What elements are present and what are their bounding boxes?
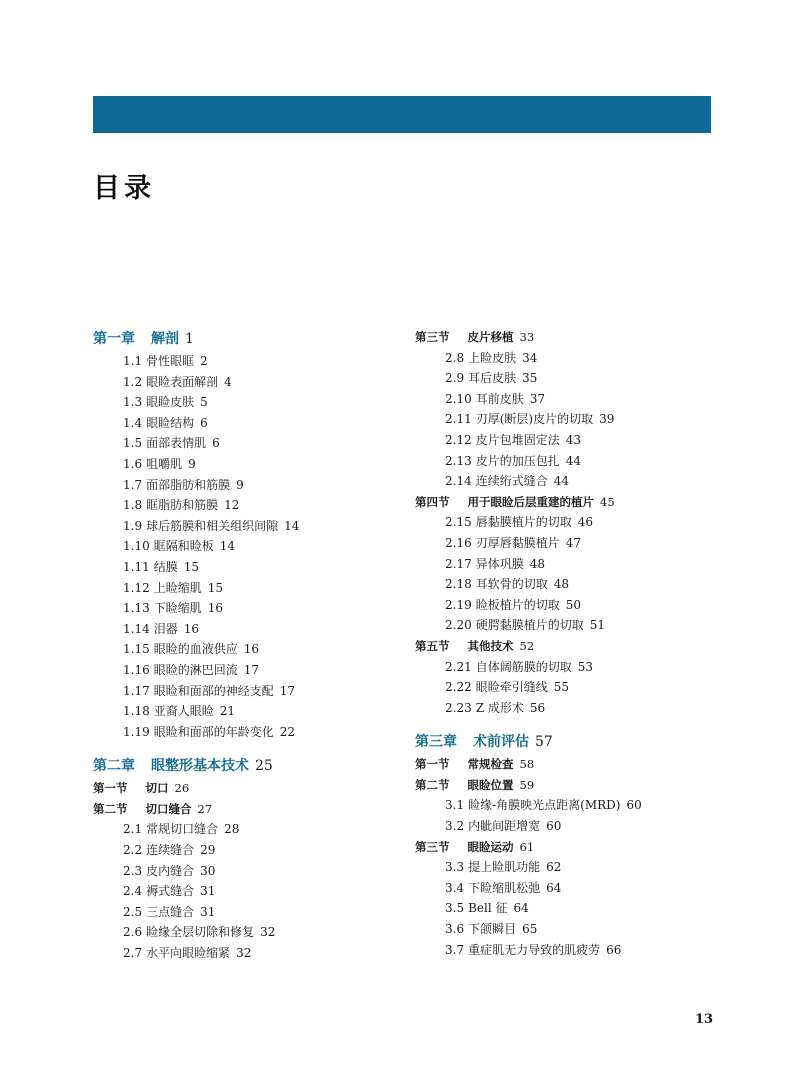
entry-title: 眼整形基本技术 <box>151 758 249 775</box>
entry-number: 1.7 <box>123 477 143 492</box>
entry-title: 下睑缩肌松弛 <box>468 880 541 895</box>
toc-section[interactable] <box>415 837 715 858</box>
entry-title: 水平向眼睑缩紧 <box>146 946 231 961</box>
entry-number: 第一节 <box>415 757 450 772</box>
entry-page: 32 <box>236 946 252 961</box>
toc-section[interactable] <box>415 775 715 796</box>
entry-title: 常规切口缝合 <box>146 822 219 837</box>
toc-item[interactable] <box>93 660 393 681</box>
entry-page: 6 <box>212 436 220 451</box>
page-number: 13 <box>695 1012 714 1027</box>
toc-item[interactable] <box>93 701 393 722</box>
entry-number: 1.4 <box>123 415 143 430</box>
toc-item[interactable] <box>93 351 393 372</box>
entry-title: 提上睑肌功能 <box>468 860 541 875</box>
entry-page: 5 <box>200 395 208 410</box>
entry-number: 1.10 <box>123 539 150 554</box>
page-title: 目录 <box>93 173 155 204</box>
entry-number: 1.13 <box>123 601 150 616</box>
toc-item[interactable] <box>415 857 715 878</box>
toc-item[interactable] <box>415 657 715 678</box>
toc-item[interactable] <box>93 861 393 882</box>
entry-page: 31 <box>200 904 216 919</box>
toc-item[interactable] <box>415 533 715 554</box>
toc-item[interactable] <box>93 392 393 413</box>
entry-page: 29 <box>200 843 216 858</box>
toc-item[interactable] <box>415 348 715 369</box>
entry-number: 2.19 <box>445 597 472 612</box>
entry-title: 硬腭黏膜植片的切取 <box>475 618 584 633</box>
toc-item[interactable] <box>93 902 393 923</box>
entry-page: 16 <box>243 642 260 657</box>
entry-page: 14 <box>284 518 300 533</box>
toc-item[interactable] <box>93 372 393 393</box>
toc-column-left <box>93 327 393 964</box>
entry-page: 47 <box>565 535 582 550</box>
entry-page: 53 <box>577 659 594 674</box>
toc-item[interactable] <box>415 451 715 472</box>
entry-page: 55 <box>553 680 570 695</box>
toc-column-right <box>415 327 715 960</box>
entry-number: 第二章 <box>93 758 135 775</box>
toc-item[interactable] <box>415 389 715 410</box>
toc-section[interactable] <box>415 327 715 348</box>
toc-item[interactable] <box>415 430 715 451</box>
entry-page: 48 <box>529 556 546 571</box>
entry-number: 2.16 <box>445 535 472 550</box>
toc-item[interactable] <box>415 409 715 430</box>
entry-page: 44 <box>553 474 570 489</box>
entry-title: 眼睑的血液供应 <box>153 642 238 657</box>
entry-page: 21 <box>219 704 236 719</box>
entry-title: 睑缘全层切除和修复 <box>146 925 255 940</box>
entry-page: 60 <box>626 798 642 813</box>
toc-item[interactable] <box>415 919 715 940</box>
entry-title: 耳软骨的切取 <box>475 577 548 592</box>
entry-number: 1.15 <box>123 642 150 657</box>
entry-number: 2.23 <box>445 700 472 715</box>
entry-title: 异体巩膜 <box>475 556 524 571</box>
entry-title: 眼睑结构 <box>146 415 195 430</box>
entry-title: 结膜 <box>153 559 178 574</box>
entry-page: 43 <box>565 432 582 447</box>
toc-item[interactable] <box>93 516 393 537</box>
entry-number: 2.6 <box>123 925 143 940</box>
entry-number: 1.19 <box>123 724 150 739</box>
entry-page: 56 <box>529 700 546 715</box>
entry-title: 其他技术 <box>467 638 514 653</box>
entry-page: 64 <box>513 901 529 916</box>
entry-title: 面部表情肌 <box>146 436 207 451</box>
toc-item[interactable] <box>93 819 393 840</box>
entry-page: 62 <box>546 860 562 875</box>
entry-page: 22 <box>279 724 296 739</box>
entry-title: 咀嚼肌 <box>146 456 183 471</box>
toc-item[interactable] <box>415 878 715 899</box>
entry-title: 解剖 <box>151 331 179 347</box>
entry-number: 2.1 <box>123 822 143 837</box>
entry-page: 51 <box>589 618 606 633</box>
toc-item[interactable] <box>415 698 715 719</box>
entry-title: 眼睑位置 <box>467 777 514 792</box>
toc-item[interactable] <box>93 881 393 902</box>
entry-page: 6 <box>200 415 208 430</box>
entry-page: 48 <box>553 577 570 592</box>
entry-number: 2.3 <box>123 863 143 878</box>
entry-number: 2.20 <box>445 618 472 633</box>
entry-number: 第五节 <box>415 638 450 653</box>
entry-number: 2.12 <box>445 432 472 447</box>
toc-item[interactable] <box>415 554 715 575</box>
entry-page: 9 <box>236 477 244 492</box>
toc-item[interactable] <box>415 615 715 636</box>
entry-title: 耳前皮肤 <box>475 391 524 406</box>
header-color-bar <box>93 96 711 133</box>
entry-number: 1.17 <box>123 683 150 698</box>
toc-item[interactable] <box>93 536 393 557</box>
entry-number: 1.3 <box>123 395 143 410</box>
entry-number: 2.10 <box>445 391 472 406</box>
toc-item[interactable] <box>93 639 393 660</box>
entry-page: 26 <box>174 781 190 796</box>
entry-number: 3.2 <box>445 819 465 834</box>
entry-page: 60 <box>546 819 562 834</box>
toc-section[interactable] <box>93 778 393 799</box>
entry-page: 46 <box>577 515 594 530</box>
toc-chapter[interactable] <box>93 327 393 351</box>
entry-page: 17 <box>279 683 296 698</box>
entry-title: 皮片移植 <box>467 330 514 344</box>
entry-page: 34 <box>522 350 538 365</box>
entry-page: 57 <box>535 734 553 751</box>
entry-page: 52 <box>519 638 535 653</box>
entry-title: 重症肌无力导致的肌疲劳 <box>468 942 601 957</box>
entry-title: 眼睑表面解剖 <box>146 374 219 389</box>
entry-title: 骨性眼眶 <box>146 354 195 368</box>
toc-item[interactable] <box>93 840 393 861</box>
entry-page: 65 <box>522 922 538 937</box>
entry-page: 28 <box>224 822 240 837</box>
entry-title: 皮片包堆固定法 <box>475 432 560 447</box>
entry-number: 1.9 <box>123 518 143 533</box>
entry-title: 自体阔筋膜的切取 <box>475 659 572 674</box>
entry-number: 1.6 <box>123 456 143 471</box>
entry-number: 2.14 <box>445 474 472 489</box>
entry-title: 上睑缩肌 <box>153 580 202 595</box>
entry-page: 32 <box>260 925 276 940</box>
entry-number: 第三章 <box>415 734 457 751</box>
entry-number: 2.17 <box>445 556 472 571</box>
toc-item[interactable] <box>93 619 393 640</box>
toc-item[interactable] <box>415 574 715 595</box>
entry-page: 2 <box>200 354 208 368</box>
entry-title: 睑板植片的切取 <box>475 597 560 612</box>
entry-title: 眼睑和面部的年龄变化 <box>153 724 274 739</box>
entry-title: 下颌瞬目 <box>468 922 517 937</box>
entry-title: 眼睑牵引缝线 <box>475 680 548 695</box>
toc-item[interactable] <box>415 512 715 533</box>
toc-item[interactable] <box>93 722 393 743</box>
entry-title: 眼睑运动 <box>467 839 514 854</box>
entry-number: 2.21 <box>445 659 472 674</box>
toc-item[interactable] <box>415 595 715 616</box>
toc-item[interactable] <box>415 368 715 389</box>
toc-item[interactable] <box>415 471 715 492</box>
entry-title: 球后筋膜和相关组织间隙 <box>146 518 279 533</box>
entry-title: 泪器 <box>153 621 178 636</box>
entry-page: 37 <box>529 391 546 406</box>
entry-title: 眶脂肪和筋膜 <box>146 498 219 513</box>
toc-section[interactable] <box>415 492 715 513</box>
toc-item[interactable] <box>415 795 715 816</box>
toc-item[interactable] <box>93 413 393 434</box>
entry-number: 2.13 <box>445 453 472 468</box>
entry-number: 第三节 <box>415 330 450 344</box>
entry-number: 1.1 <box>123 354 143 368</box>
entry-page: 4 <box>224 374 232 389</box>
entry-page: 35 <box>522 371 538 386</box>
entry-page: 15 <box>183 559 200 574</box>
entry-title: 眼睑的淋巴回流 <box>153 662 238 677</box>
entry-number: 2.22 <box>445 680 472 695</box>
entry-page: 12 <box>224 498 240 513</box>
toc-item[interactable] <box>93 433 393 454</box>
entry-number: 第四节 <box>415 494 450 509</box>
entry-title: 褥式缝合 <box>146 884 195 899</box>
entry-number: 2.8 <box>445 350 465 365</box>
entry-number: 1.5 <box>123 436 143 451</box>
entry-number: 2.9 <box>445 371 465 386</box>
toc-item[interactable] <box>415 940 715 961</box>
entry-number: 第二节 <box>93 801 128 816</box>
toc-item[interactable] <box>93 475 393 496</box>
entry-title: 刃厚唇黏膜植片 <box>475 535 560 550</box>
entry-page: 58 <box>519 757 535 772</box>
entry-page: 25 <box>255 758 273 775</box>
toc-item[interactable] <box>93 557 393 578</box>
toc-item[interactable] <box>93 943 393 964</box>
entry-title: Bell 征 <box>468 901 508 916</box>
entry-title: 三点缝合 <box>146 904 195 919</box>
toc-item[interactable] <box>415 677 715 698</box>
entry-number: 3.6 <box>445 922 465 937</box>
entry-page: 61 <box>519 839 535 854</box>
entry-title: 皮片的加压包扎 <box>475 453 560 468</box>
entry-number: 1.12 <box>123 580 150 595</box>
entry-page: 14 <box>219 539 236 554</box>
entry-page: 44 <box>565 453 582 468</box>
toc-item[interactable] <box>93 454 393 475</box>
entry-page: 15 <box>207 580 224 595</box>
entry-page: 59 <box>519 777 535 792</box>
entry-page: 39 <box>599 412 615 427</box>
entry-title: 眶隔和睑板 <box>153 539 214 554</box>
toc-item[interactable] <box>93 598 393 619</box>
entry-title: 眼睑和面部的神经支配 <box>153 683 274 698</box>
entry-title: 连续缝合 <box>146 843 195 858</box>
entry-number: 2.7 <box>123 946 143 961</box>
entry-title: 用于眼睑后层重建的植片 <box>467 494 594 509</box>
entry-title: 切口缝合 <box>145 801 192 816</box>
entry-number: 第一节 <box>93 781 128 796</box>
entry-title: 眼睑皮肤 <box>146 395 195 410</box>
entry-title: 上睑皮肤 <box>468 350 517 365</box>
entry-number: 3.3 <box>445 860 465 875</box>
toc-chapter[interactable] <box>415 730 715 754</box>
toc-section[interactable] <box>93 799 393 820</box>
entry-title: 常规检查 <box>467 757 514 772</box>
entry-page: 16 <box>183 621 200 636</box>
entry-number: 2.4 <box>123 884 143 899</box>
entry-page: 66 <box>606 942 622 957</box>
entry-title: 内眦间距增宽 <box>468 819 541 834</box>
entry-number: 1.16 <box>123 662 150 677</box>
entry-title: 亚裔人眼睑 <box>153 704 214 719</box>
entry-page: 30 <box>200 863 216 878</box>
entry-number: 1.2 <box>123 374 143 389</box>
entry-number: 2.15 <box>445 515 472 530</box>
entry-page: 1 <box>185 331 194 347</box>
entry-title: 唇黏膜植片的切取 <box>475 515 572 530</box>
toc-section[interactable] <box>415 754 715 775</box>
entry-number: 1.11 <box>123 559 150 574</box>
entry-title: 面部脂肪和筋膜 <box>146 477 231 492</box>
entry-page: 50 <box>565 597 582 612</box>
toc-item[interactable] <box>93 578 393 599</box>
entry-title: 术前评估 <box>473 734 529 751</box>
entry-title: 耳后皮肤 <box>468 371 517 386</box>
entry-page: 45 <box>600 494 615 509</box>
entry-title: 下睑缩肌 <box>153 601 202 616</box>
toc-item[interactable] <box>93 495 393 516</box>
entry-number: 3.5 <box>445 901 465 916</box>
entry-page: 33 <box>519 330 535 344</box>
entry-number: 2.11 <box>445 412 472 427</box>
entry-number: 1.8 <box>123 498 143 513</box>
toc-item[interactable] <box>93 922 393 943</box>
toc-section[interactable] <box>415 636 715 657</box>
entry-number: 第二节 <box>415 777 450 792</box>
toc-chapter[interactable] <box>93 754 393 778</box>
entry-title: 刃厚(断层)皮片的切取 <box>475 412 594 427</box>
toc-item[interactable] <box>415 898 715 919</box>
entry-title: 连续绗式缝合 <box>475 474 548 489</box>
entry-title: Z 成形术 <box>475 700 524 715</box>
entry-page: 31 <box>200 884 216 899</box>
entry-number: 1.14 <box>123 621 150 636</box>
entry-page: 27 <box>197 801 213 816</box>
entry-number: 3.7 <box>445 942 465 957</box>
entry-title: 切口 <box>145 781 169 796</box>
entry-number: 第一章 <box>93 331 135 347</box>
entry-page: 17 <box>243 662 260 677</box>
toc-item[interactable] <box>93 681 393 702</box>
entry-page: 64 <box>546 880 562 895</box>
entry-page: 16 <box>207 601 224 616</box>
entry-title: 皮内缝合 <box>146 863 195 878</box>
entry-number: 2.18 <box>445 577 472 592</box>
entry-number: 2.5 <box>123 904 143 919</box>
entry-page: 9 <box>188 456 196 471</box>
entry-title: 睑缘-角膜映光点距离(MRD) <box>468 798 621 813</box>
entry-number: 3.4 <box>445 880 465 895</box>
entry-number: 第三节 <box>415 839 450 854</box>
toc-item[interactable] <box>415 816 715 837</box>
entry-number: 3.1 <box>445 798 465 813</box>
entry-number: 1.18 <box>123 704 150 719</box>
entry-number: 2.2 <box>123 843 143 858</box>
